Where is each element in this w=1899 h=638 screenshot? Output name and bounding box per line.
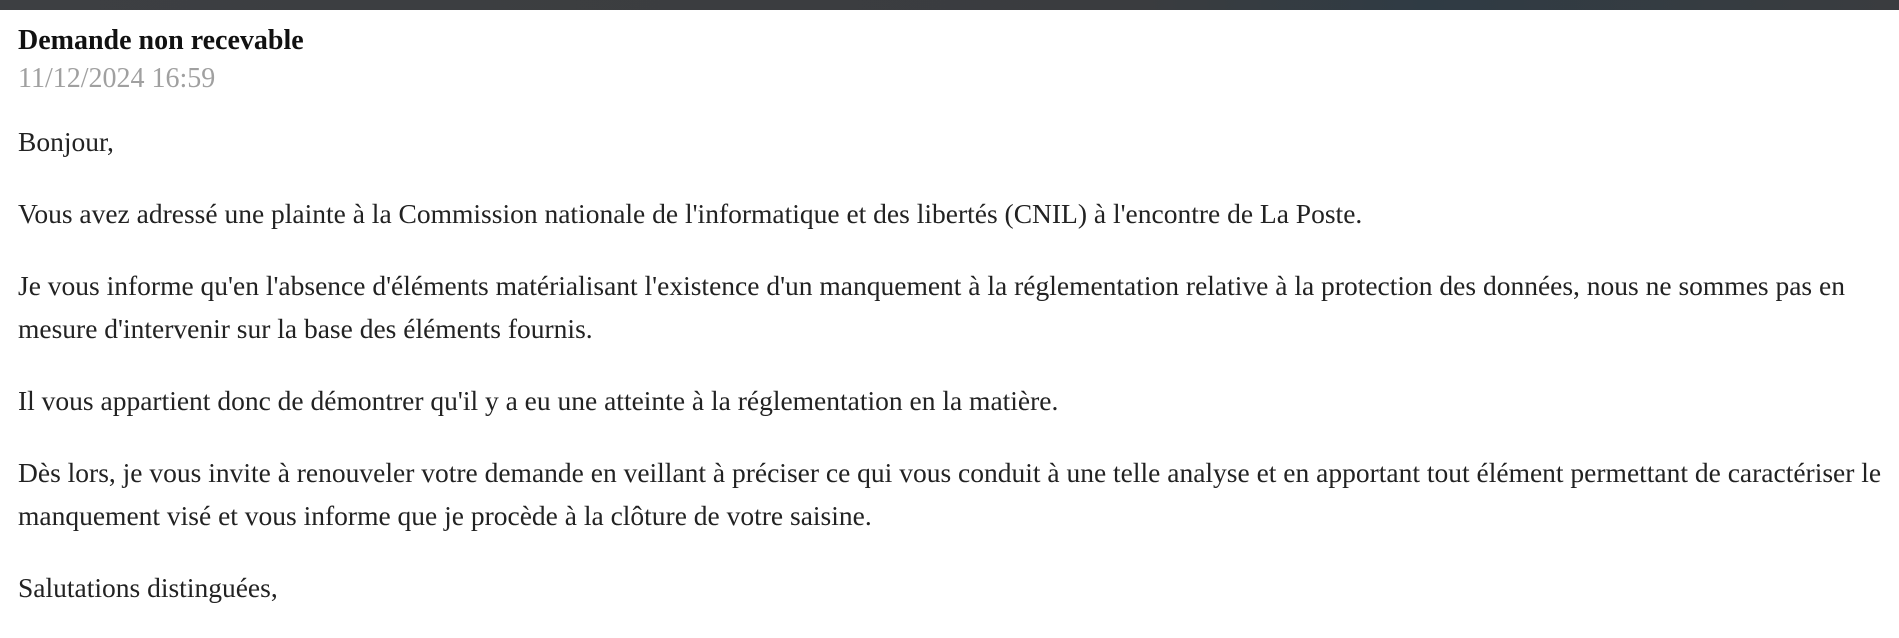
message-timestamp: 11/12/2024 16:59 — [18, 63, 216, 94]
message-paragraph: Vous avez adressé une plainte à la Commission nationale de l'informatique et des libertés (CNIL) à l'encontre de La Poste. — [18, 198, 1363, 229]
message-paragraph-greeting: Bonjour, — [18, 126, 114, 157]
message-paragraph: Je vous informe qu'en l'absence d'éléments matérialisant l'existence d'un manquement à la réglementation relative à la protection des données, nous ne sommes pas en mesure d'intervenir sur la base des éléments fournis. — [18, 270, 1845, 344]
message-body — [18, 120, 1890, 609]
message-paragraph-closing: Salutations distinguées, — [18, 572, 278, 603]
window-top-bar — [0, 0, 1899, 10]
message-paragraph: Il vous appartient donc de démontrer qu'il y a eu une atteinte à la réglementation en la matière. — [18, 385, 1059, 416]
message-subject: Demande non recevable — [18, 25, 304, 56]
message-paragraph: Dès lors, je vous invite à renouveler votre demande en veillant à préciser ce qui vous conduit à une telle analyse et en apportant tout élément permettant de caractériser le manquement visé et vous informe que je procède à la clôture de votre saisine. — [18, 457, 1882, 531]
message-view — [18, 22, 1890, 638]
